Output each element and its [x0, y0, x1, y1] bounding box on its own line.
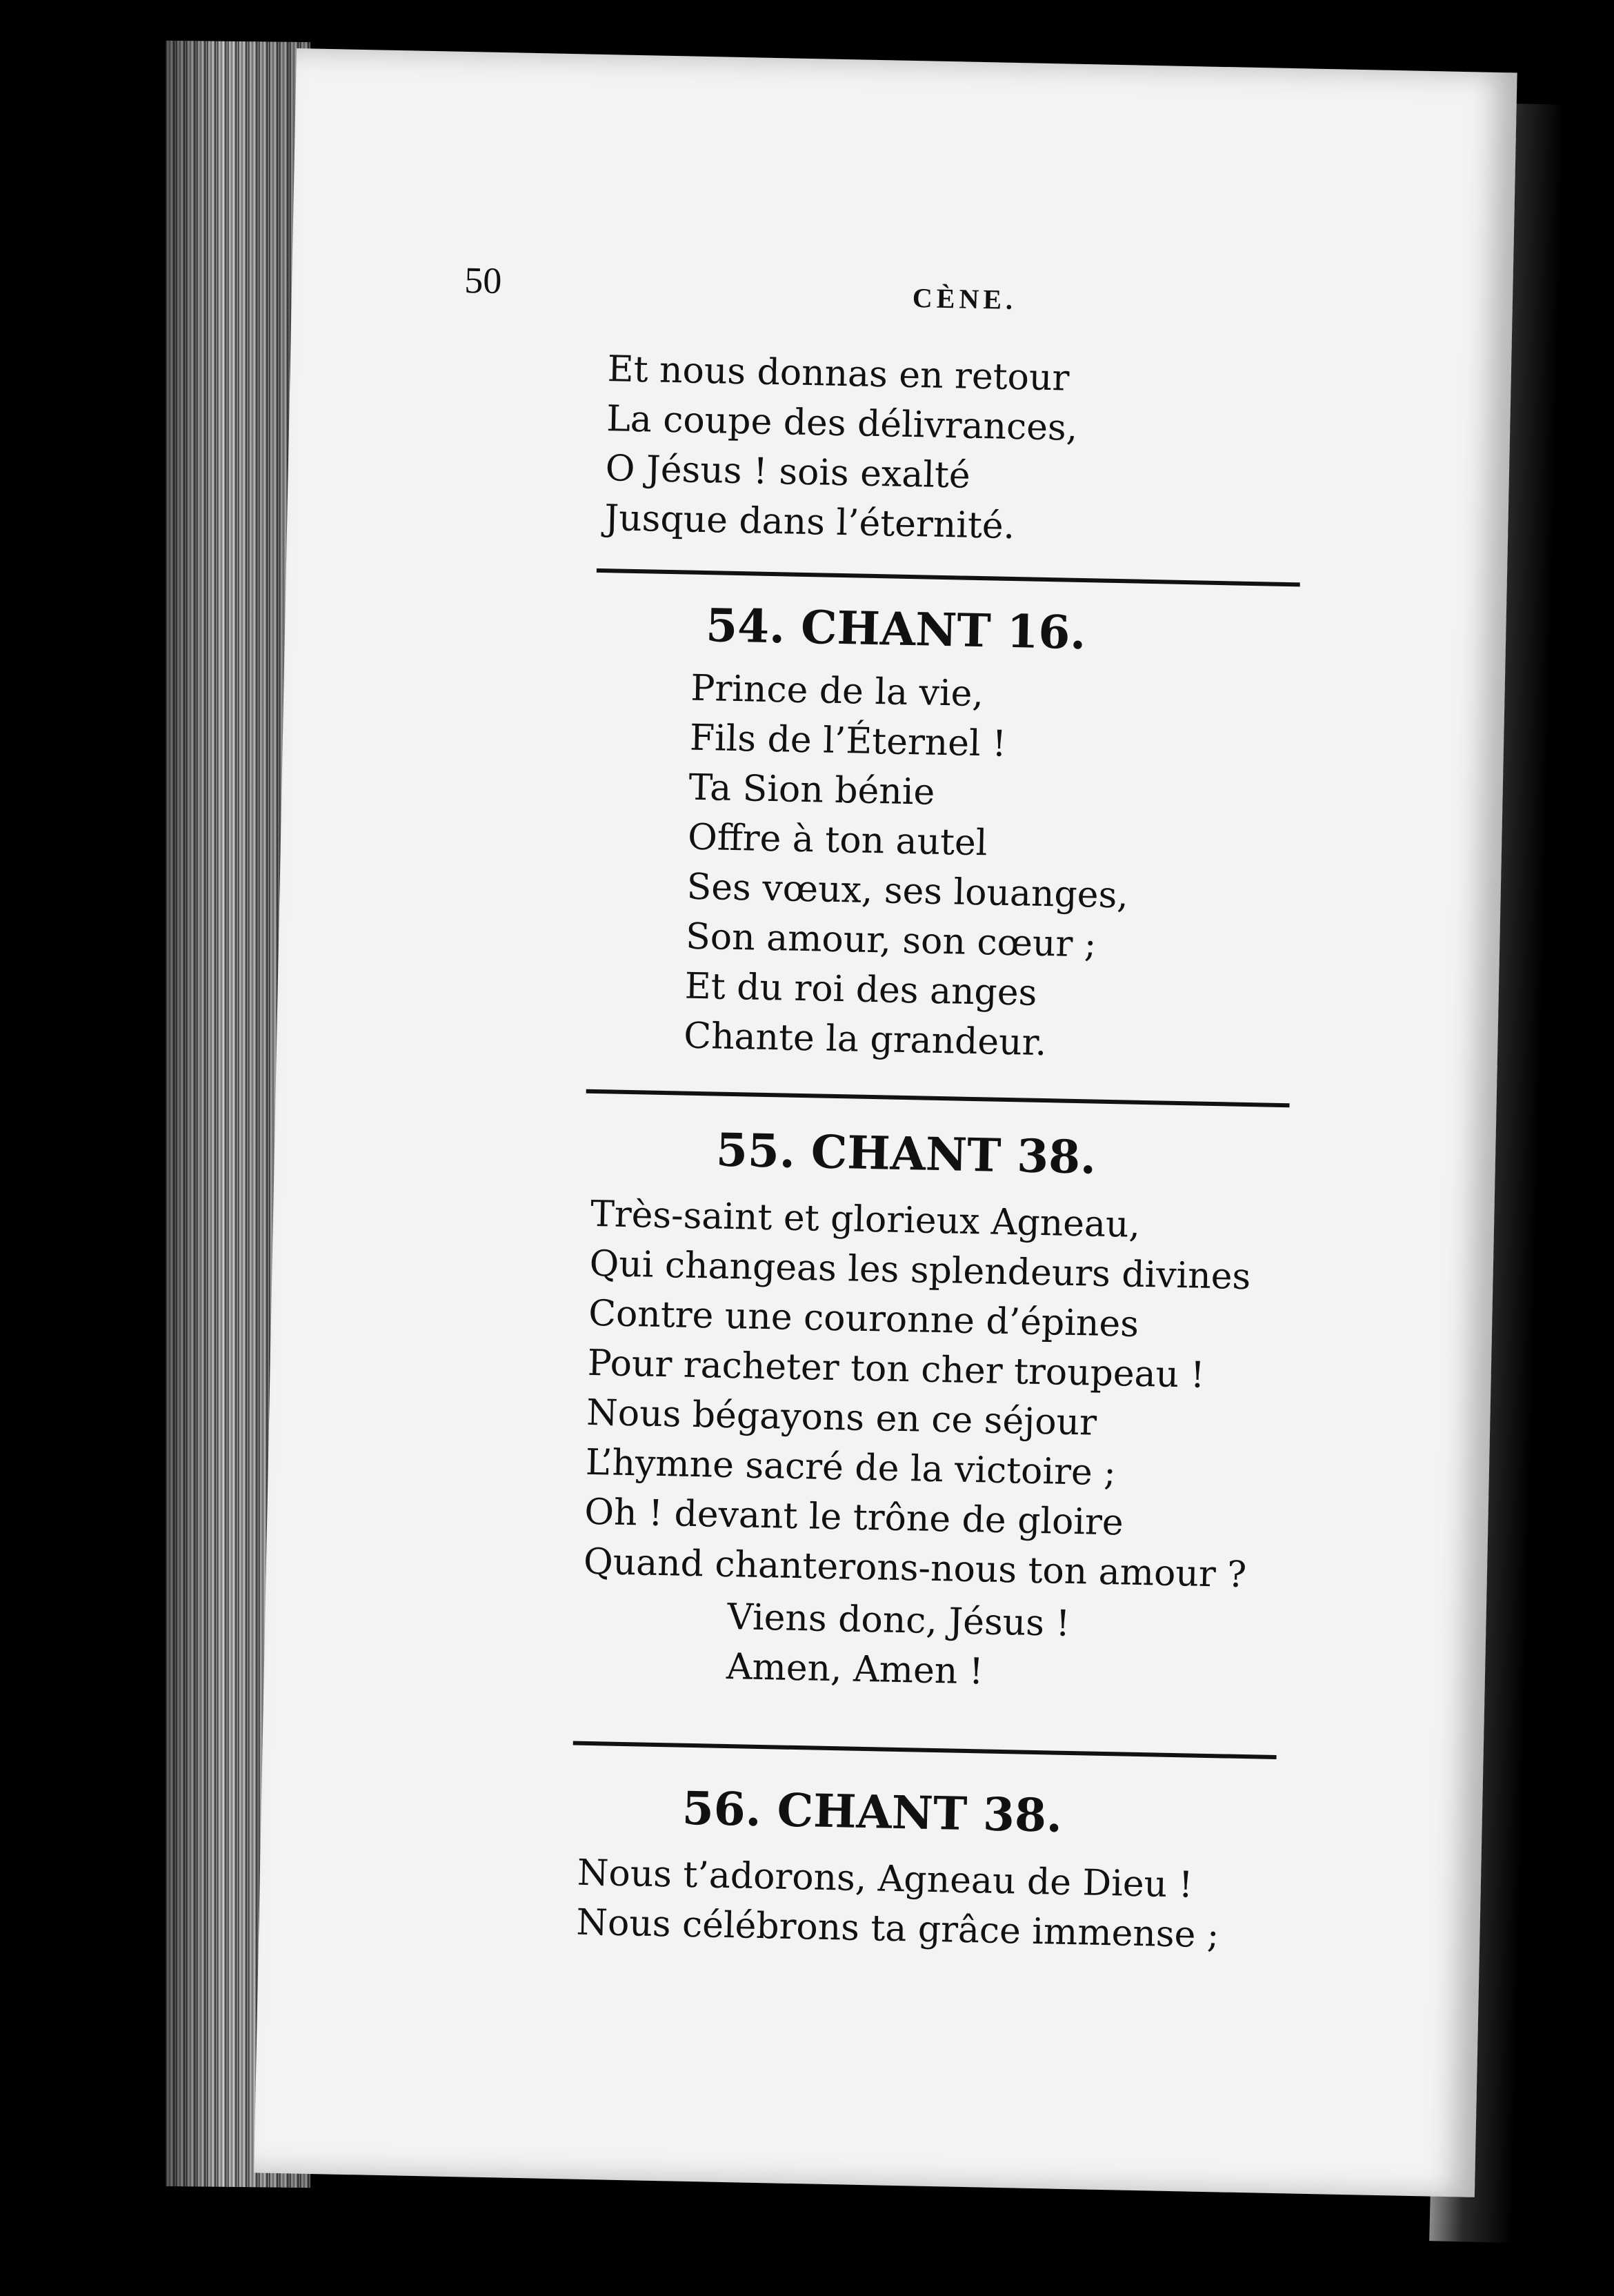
- chant-56-heading: 56. CHANT 38.: [681, 1781, 1063, 1843]
- verse-line: Ses vœux, ses louanges,: [686, 866, 1129, 917]
- verse-line: Fils de l’Éternel !: [689, 717, 1007, 765]
- chant-54-stanza: [684, 664, 1133, 1070]
- section-rule: [586, 1089, 1290, 1107]
- chant-56-stanza: [576, 1848, 1221, 1961]
- verse-line: Nous célébrons ta grâce immense ;: [575, 1901, 1219, 1957]
- chant-54-heading: 54. CHANT 16.: [705, 598, 1087, 660]
- verse-line: Ta Sion bénie: [688, 766, 935, 813]
- chant-55-heading: 55. CHANT 38.: [715, 1122, 1097, 1185]
- section-rule: [573, 1741, 1277, 1759]
- verse-line: Quand chanterons-nous ton amour ?: [583, 1541, 1247, 1596]
- verse-line: Chante la grandeur.: [683, 1015, 1047, 1065]
- verse-line: Qui changeas les splendeurs divines: [589, 1243, 1251, 1298]
- chant-55-stanza: [583, 1189, 1254, 1600]
- verse-line: O Jésus ! sois exalté: [605, 448, 971, 497]
- section-rule: [597, 568, 1300, 586]
- verse-line: Son amour, son cœur ;: [685, 916, 1097, 966]
- verse-line: Et du roi des anges: [684, 965, 1037, 1014]
- verse-line: Et nous donnas en retour: [607, 348, 1070, 399]
- verse-line: Contre une couronne d’épines: [588, 1292, 1139, 1345]
- verse-line: Pour racheter ton cher troupeau !: [587, 1342, 1206, 1396]
- chant-55-refrain: [726, 1592, 1070, 1699]
- verse-line: La coupe des délivrances,: [606, 398, 1078, 449]
- refrain-line: Amen, Amen !: [726, 1645, 984, 1693]
- book-page: [254, 48, 1517, 2197]
- verse-line: Offre à ton autel: [687, 816, 988, 864]
- verse-line: Nous bégayons en ce séjour: [586, 1392, 1097, 1444]
- verse-line: Oh ! devant le trône de gloire: [584, 1491, 1124, 1544]
- verse-line: Prince de la vie,: [690, 667, 984, 715]
- intro-stanza: [604, 344, 1079, 553]
- refrain-line: Viens donc, Jésus !: [726, 1596, 1070, 1645]
- verse-line: Jusque dans l’éternité.: [604, 497, 1015, 548]
- verse-line: Très-saint et glorieux Agneau,: [590, 1193, 1141, 1246]
- running-head: CÈNE.: [912, 281, 1017, 316]
- verse-line: L’hymne sacré de la victoire ;: [585, 1441, 1117, 1494]
- page-number: 50: [464, 259, 502, 302]
- verse-line: Nous t’adorons, Agneau de Dieu !: [577, 1852, 1194, 1906]
